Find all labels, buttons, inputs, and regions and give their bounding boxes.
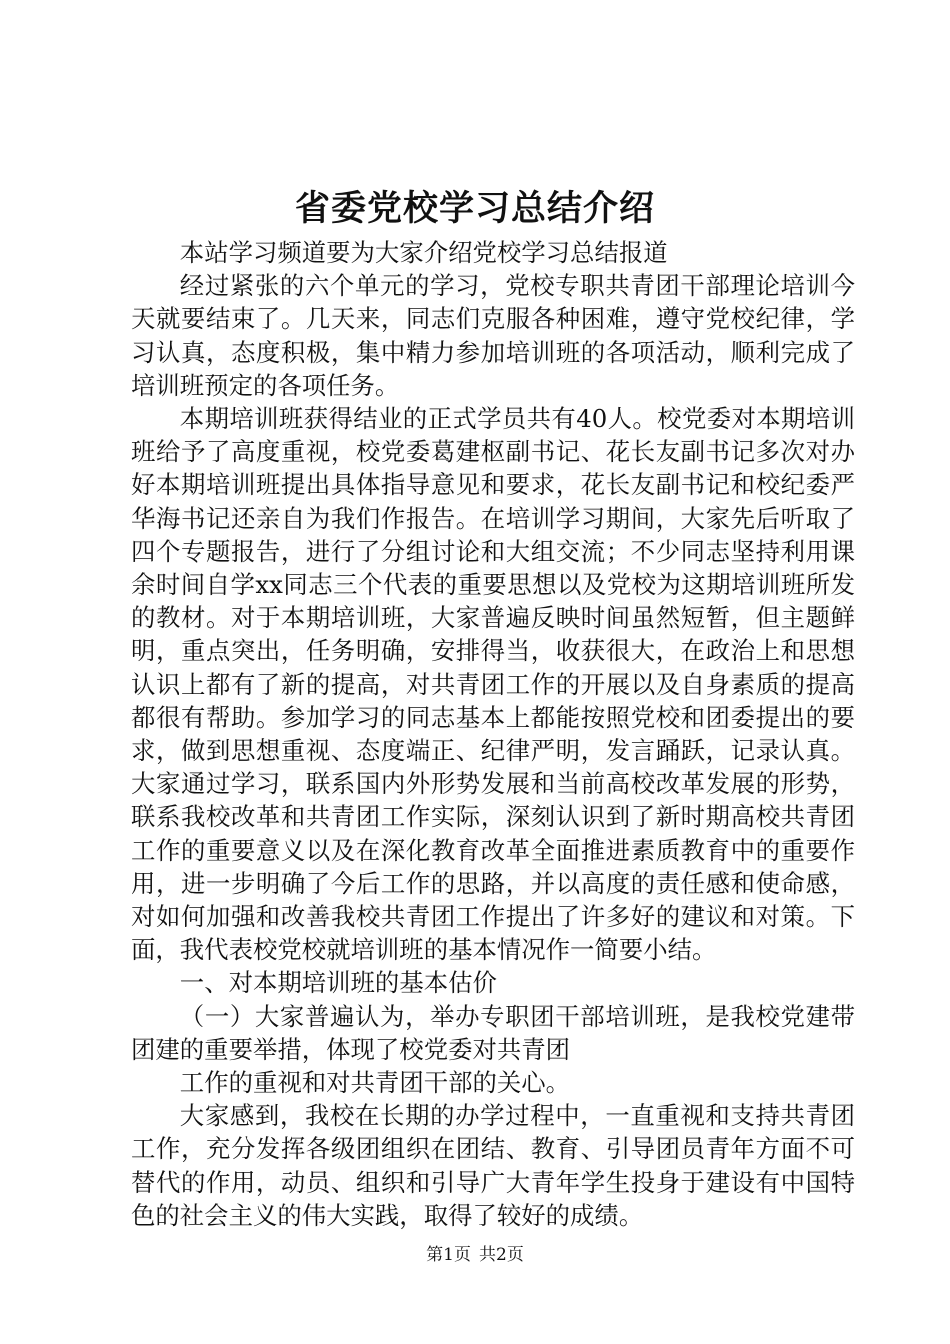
document-body bbox=[131, 236, 855, 1232]
page-footer bbox=[0, 1244, 950, 1266]
document-title: 省委党校学习总结介绍 bbox=[294, 188, 655, 229]
paragraph: 工作的重视和对共青团干部的关心。 bbox=[179, 1068, 571, 1098]
paragraph: （一）大家普遍认为，举办专职团干部培训班，是我校党建带团建的重要举措，体现了校党委对共青团 bbox=[131, 1001, 855, 1064]
paragraph: 大家感到，我校在长期的办学过程中，一直重视和支持共青团工作，充分发挥各级团组织在团结、教育、引导团员青年方面不可替代的作用，动员、组织和引导广大青年学生投身于建设有中国特色的社会主义的伟大实践，取得了较好的成绩。 bbox=[131, 1101, 855, 1230]
paragraph-intro: 本站学习频道要为大家介绍党校学习总结报道 bbox=[179, 238, 668, 267]
paragraph: 经过紧张的六个单元的学习，党校专职共青团干部理论培训今天就要结束了。几天来，同志们克服各种困难，遵守党校纪律，学习认真，态度积极，集中精力参加培训班的各项活动，顺利完成了培训班预定的各项任务。 bbox=[131, 271, 855, 400]
paragraph: 本期培训班获得结业的正式学员共有40人。校党委对本期培训班给予了高度重视，校党委葛建枢副书记、花长友副书记多次对办好本期培训班提出具体指导意见和要求，花长友副书记和校纪委严华海书记还亲自为我们作报告。在培训学习期间，大家先后听取了四个专题报告，进行了分组讨论和大组交流；不少同志坚持利用课余时间自学xx同志三个代表的重要思想以及党校为这期培训班所发的教材。对于本期培训班，大家普遍反映时间虽然短暂，但主题鲜明，重点突出，任务明确，安排得当，收获很大，在政治上和思想认识上都有了新的提高，对共青团工作的开展以及自身素质的提高都很有帮助。参加学习的同志基本上都能按照党校和团委提出的要求，做到思想重视、态度端正、纪律严明，发言踊跃，记录认真。大家通过学习，联系国内外形势发展和当前高校改革发展的形势，联系我校改革和共青团工作实际，深刻认识到了新时期高校共青团工作的重要意义以及在深化教育改革全面推进素质教育中的重要作用，进一步明确了今后工作的思路，并以高度的责任感和使命感，对如何加强和改善我校共青团工作提出了许多好的建议和对策。下面，我代表校党校就培训班的基本情况作一简要小结。 bbox=[131, 404, 855, 965]
section-heading: 一、对本期培训班的基本估价 bbox=[179, 968, 497, 998]
page-number: 第1页 bbox=[426, 1245, 471, 1265]
page-total: 共2页 bbox=[479, 1245, 524, 1265]
